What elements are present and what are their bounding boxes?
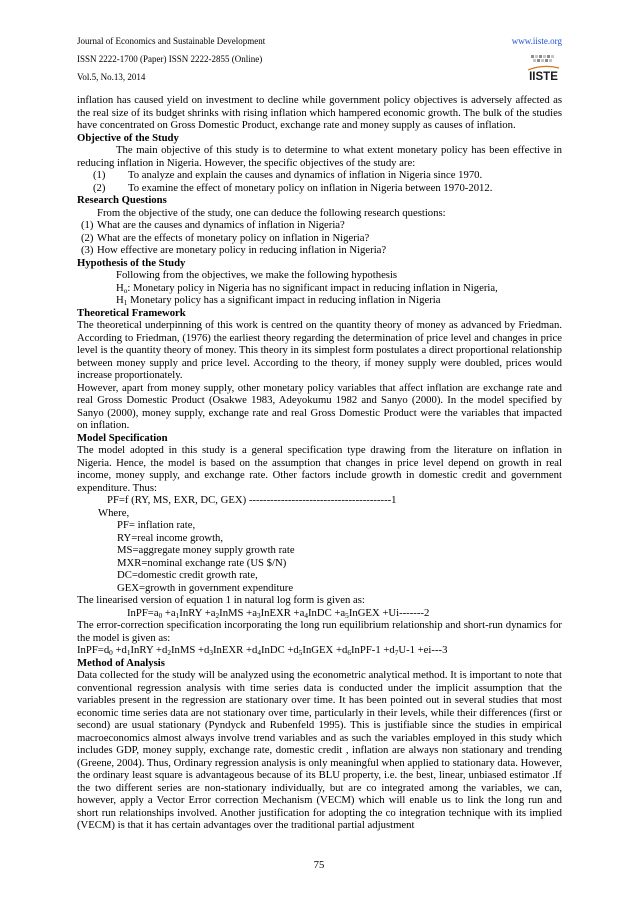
objective-item-number: (1) (93, 169, 106, 181)
section-heading-research-questions: Research Questions (77, 194, 167, 206)
research-question-text: How effective are monetary policy in reducing inflation in Nigeria? (97, 244, 387, 256)
theoretical-framework-paragraph: The theoretical underpinning of this work is centred on the quantity theory of money as advanced by Friedman. According to Friedman, (1976) the earliest theory regarding the determination of price level and changes in price level is the quantity theory of money. This theory in its simplest form postulates a direct proportional relationship between money supply and price level. According to the theory, if money supply were doubled, prices would increase proportionately. (77, 319, 562, 381)
objective-item (77, 182, 562, 195)
variable-definition: DC=domestic credit growth rate, (117, 569, 258, 581)
objective-item-text: To analyze and explain the causes and dynamics of inflation in Nigeria since 1970. (128, 169, 483, 181)
header-row-2 (77, 50, 562, 68)
null-hypothesis (77, 282, 562, 295)
hypothesis-intro: Following from the objectives, we make the following hypothesis (116, 269, 398, 281)
objective-item-number: (2) (93, 181, 106, 194)
journal-header (77, 32, 562, 86)
equation-term: InMS +d (170, 644, 210, 656)
iiste-logo (525, 53, 562, 82)
equation-subscript: 6 (347, 649, 351, 658)
research-question-item (77, 232, 562, 245)
equation-subscript: 2 (167, 649, 171, 658)
equation-term: +a (162, 606, 176, 619)
equation-2 (77, 607, 562, 620)
equation-term: U-1 +ei---3 (398, 644, 448, 656)
equation-subscript: 3 (209, 649, 213, 658)
objective-item (77, 169, 562, 182)
journal-issn: ISSN 2222-1700 (Paper) ISSN 2222-2855 (Online) (77, 54, 263, 64)
section-heading-model-specification: Model Specification (77, 431, 168, 444)
objective-item-text: To examine the effect of monetary policy on inflation in Nigeria between 1970-2012. (128, 181, 493, 194)
equation-term: InRY +d (130, 644, 168, 656)
logo-wordmark: IISTE (529, 71, 558, 82)
research-question-item (77, 244, 562, 257)
equation-term: InPF=a (127, 606, 159, 619)
equation-subscript: 5 (345, 611, 349, 620)
equation-subscript: 5 (298, 649, 303, 658)
objective-paragraph: The main objective of this study is to determine to what extent monetary policy has been effective in reducing inflation in Nigeria. However, the specific objectives of the study are: (77, 144, 562, 169)
section-heading-method-of-analysis: Method of Analysis (77, 656, 165, 669)
research-question-number: (1) (81, 219, 94, 231)
research-questions-intro: From the objective of the study, one can deduce the following research questions: (97, 206, 446, 219)
theoretical-framework-paragraph: However, apart from money supply, other monetary policy variables that affect inflation are exchange rate and real Gross Domestic Product (Osakwe 1983, Adeyokumu 1982 and Sanyo (2000). In the model specified by Sanyo (2000), money supply, exchange rate and real Gross Domestic Product were the variables that impacted on inflation. (77, 381, 562, 431)
variable-definition: MS=aggregate money supply growth rate (117, 544, 295, 556)
equation-term: InMS +a (219, 606, 257, 619)
equation-term: +d (112, 644, 127, 656)
equation-term: InEXR +d (213, 644, 258, 656)
equation-term: InRY +a (179, 606, 216, 619)
hypothesis-text: : Monetary policy in Nigeria has no significant impact in reducing inflation in Nigeria, (127, 281, 498, 294)
equation-subscript: 4 (257, 649, 261, 658)
equation-term: InEXR +a (260, 606, 305, 619)
article-body (77, 94, 562, 832)
journal-volume: Vol.5, No.13, 2014 (77, 72, 146, 82)
hypothesis-text: Monetary policy has a significant impact in reducing inflation in Nigeria (127, 294, 441, 306)
equation-term: InGEX +d (302, 644, 348, 656)
method-of-analysis-paragraph: Data collected for the study will be analyzed using the econometric analytical method. It is important to note that conventional regression analysis with time series data is conducted under the implicit assumption that the variables present in the regression are stationary over time. It has been pointed out in several studies that most economic time series data are not stationary over time, particularly in their levels, while their differences (first or second) are usual stationary (Pyndyck and Rubenfeld 1995). This is justifiable since the studies in empirical macroeconomics almost always involve trend variables and as such the variables employed in this study which includes GDP, money supply, exchange rate, domestic credit , inflation are always non stationary and trending (Greene, 2004). Thus, Ordinary regression analysis is only meaningful when applied to stationary data. However, the ordinary least square is advantageous because of its BLU property, i.e. the best, linear, unbiased estimator .If the two different series are non-stationary individually, but are co integrated among the variables, we can, however, apply a Vector Error correction Mechanism (VECM) which will enable us to link the long run and short run relationships involved. Another justification for adopting the co integration technique with its implied (VECM) is that it has certain advantages over the traditional partial adjustment (77, 669, 562, 831)
equation-term: InGEX +Ui-------2 (348, 606, 430, 619)
equation-term: InDC +a (307, 606, 346, 619)
section-heading-theoretical-framework: Theoretical Framework (77, 306, 186, 319)
section-heading-hypothesis: Hypothesis of the Study (77, 256, 186, 269)
equation-term: InDC +d (260, 644, 299, 656)
equation-subscript: 7 (394, 649, 399, 658)
equation-1: PF=f (RY, MS, EXR, DC, GEX) ----------------------------------------1 (107, 494, 397, 506)
equation-3 (77, 644, 562, 657)
equation-subscript: 0 (158, 611, 163, 620)
journal-website-link[interactable]: www.iiste.org (511, 36, 562, 46)
equation-subscript: 2 (215, 611, 220, 620)
equation-subscript: 1 (126, 649, 131, 658)
equation-subscript: 0 (109, 649, 113, 658)
equation-subscript: 4 (304, 611, 308, 620)
section-heading-objective: Objective of the Study (77, 131, 179, 144)
header-row-3 (77, 68, 562, 86)
research-question-text: What are the effects of monetary policy on inflation in Nigeria? (97, 231, 370, 244)
hypothesis-subscript: 1 (123, 299, 128, 308)
hypothesis-subscript: o (123, 286, 128, 295)
hypothesis-symbol: H (116, 294, 124, 306)
header-row-1 (77, 32, 562, 50)
page-number: 75 (313, 859, 325, 871)
journal-title: Journal of Economics and Sustainable Development (77, 36, 266, 46)
alternative-hypothesis (77, 294, 562, 307)
hypothesis-symbol: H (116, 281, 124, 294)
variable-definition: GEX=growth in government expenditure (117, 581, 294, 594)
variable-definition: PF= inflation rate, (117, 519, 196, 531)
research-question-number: (3) (81, 244, 94, 256)
research-question-text: What are the causes and dynamics of inflation in Nigeria? (97, 219, 345, 231)
research-question-item (77, 219, 562, 232)
where-label: Where, (98, 506, 130, 519)
logo-emblem (528, 55, 559, 70)
equation-subscript: 1 (175, 611, 180, 620)
variable-definition: RY=real income growth, (117, 531, 224, 544)
intro-paragraph: inflation has caused yield on investment to decline while government policy objectives is adversely affected as the real size of its budget shrinks with rising inflation which hampered economic growth. The bulk of the studies have concentrated on Gross Domestic Product, exchange rate and money supply as causes of inflation. (77, 94, 562, 131)
research-question-number: (2) (81, 231, 94, 244)
variable-definition: MXR=nominal exchange rate (US $/N) (117, 556, 287, 569)
error-correction-intro: The error-correction specification incorporating the long run equilibrium relationship and short-run dynamics for the model is given as: (77, 619, 562, 644)
equation-term: InPF=d (77, 644, 110, 656)
linearised-intro: The linearised version of equation 1 in natural log form is given as: (77, 594, 365, 606)
model-specification-paragraph: The model adopted in this study is a general specification type drawing from the literature on inflation in Nigeria. Hence, the model is based on the assumption that changes in price level depend on growth in real income, money supply, and exchange rate. Other factors include growth in domestic credit and government expenditure. Thus: (77, 444, 562, 494)
equation-term: InPF-1 +d (350, 644, 395, 656)
equation-subscript: 3 (256, 611, 261, 620)
